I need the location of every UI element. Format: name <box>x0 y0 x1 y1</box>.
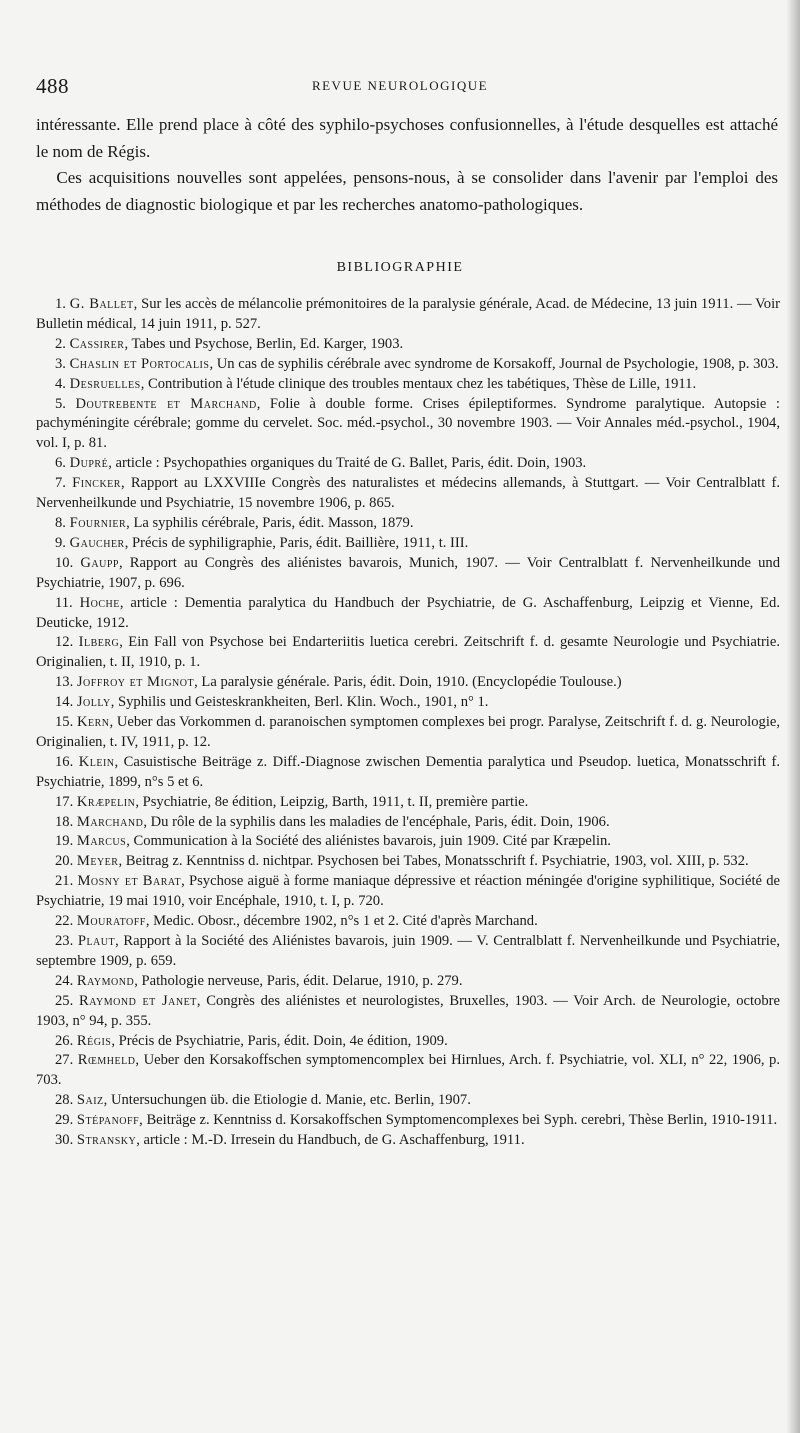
bibliography-entry <box>36 972 780 992</box>
bibliography-entry <box>36 554 780 594</box>
entry-text: , La paralysie générale. Paris, édit. Doin, 1910. (Encyclopédie Toulouse.) <box>194 674 622 691</box>
entry-text: , La syphilis cérébrale, Paris, édit. Masson, 1879. <box>126 514 414 531</box>
entry-author: G. Ballet <box>69 296 134 312</box>
entry-author: Jolly <box>76 694 111 711</box>
bibliography-entry <box>36 912 780 932</box>
entry-text: , Casuistische Beiträge z. Diff.-Diagnose zwischen Dementia paralytica und Pseudop. luetica, Monatsschrift f. Psychiatrie, 1899, n°s 5 et 6. <box>36 753 780 790</box>
entry-author: Raymond et Janet <box>78 992 197 1009</box>
entry-author: Mosny et Barat <box>77 873 182 890</box>
entry-author: Doutrebente et Marchand <box>75 395 257 412</box>
entry-author: Régis <box>76 1032 112 1049</box>
bibliography-entry <box>36 932 780 972</box>
bibliography-entry <box>36 753 780 793</box>
entry-number: 4. <box>54 375 66 392</box>
entry-text: , Un cas de syphilis cérébrale avec syndrome de Korsakoff, Journal de Psychologie, 1908, p. 303. <box>209 355 779 372</box>
entry-number: 21. <box>54 873 74 890</box>
bibliography-entry <box>36 594 780 634</box>
entry-number: 26. <box>54 1032 74 1049</box>
entry-number: 8. <box>54 514 66 531</box>
entry-author: Raymond <box>76 972 135 989</box>
entry-text: , Psychiatrie, 8e édition, Leipzig, Barth, 1911, t. II, première partie. <box>135 793 529 810</box>
entry-author: Joffroy et Mignot <box>76 674 195 691</box>
entry-number: 17. <box>54 793 74 810</box>
bibliography-entry <box>36 872 780 912</box>
bibliography-entry <box>36 832 780 852</box>
entry-text: , article : Dementia paralytica du Handbuch der Psychiatrie, de G. Aschaffenburg, Leipzig et Vienne, Ed. Deuticke, 1912. <box>36 594 780 631</box>
entry-text: , Beiträge z. Kenntniss d. Korsakoffschen Symptomencomplexes bei Syph. cerebri, Thèse Berlin, 1910-1911. <box>139 1112 778 1129</box>
entry-author: Chaslin et Portocalis <box>69 355 210 372</box>
entry-author: Ilberg <box>78 634 120 651</box>
entry-number: 18. <box>54 813 74 830</box>
bibliography-entry <box>36 335 780 355</box>
entry-author: Dupré <box>69 455 109 472</box>
entry-text: , Ein Fall von Psychose bei Endarteriitis luetica cerebri. Zeitschrift f. d. gesamte Neurologie und Psychiatrie. Originalien, t. II, 1910, p. 1. <box>36 634 780 671</box>
bibliography-entry <box>36 633 780 673</box>
entry-text: , Communication à la Société des aliénistes bavarois, juin 1909. Cité par Kræpelin. <box>126 833 611 850</box>
bibliography-title: BIBLIOGRAPHIE <box>336 260 464 275</box>
entry-text: , Ueber den Korsakoffschen symptomencomplex bei Hirnlues, Arch. f. Psychiatrie, vol. XLI, n° 22, 1906, p. 703. <box>36 1052 781 1089</box>
entry-number: 14. <box>54 694 74 711</box>
entry-text: , Rapport au LXXVIIIe Congrès des naturalistes et médecins allemands, à Stuttgart. — Voir Centralblatt f. Nervenheilkunde und Psychiatrie, 15 novembre 1906, p. 865. <box>36 475 780 512</box>
bibliography-entry <box>36 395 780 455</box>
entry-text: , article : M.-D. Irresein du Handbuch, de G. Aschaffenburg, 1911. <box>136 1132 525 1149</box>
bibliography-list <box>36 295 780 1151</box>
entry-number: 6. <box>54 455 66 472</box>
entry-author: Gaucher <box>69 534 125 551</box>
entry-text: , article : Psychopathies organiques du Traité de G. Ballet, Paris, édit. Doin, 1903. <box>108 455 587 472</box>
entry-number: 24. <box>54 972 74 989</box>
entry-author: Hoche <box>79 594 120 611</box>
entry-text: , Psychose aiguë à forme maniaque dépressive et réaction méningée d'origine syphilitique, Société de Psychiatrie, 19 mai 1910, voir Encéphale, 1910, t. I, p. 720. <box>36 873 780 910</box>
entry-number: 19. <box>54 833 74 850</box>
bibliography-entry <box>36 852 780 872</box>
entry-number: 29. <box>54 1112 74 1129</box>
intro-text <box>36 112 778 218</box>
entry-author: Fincker <box>72 475 121 492</box>
bibliography-entry <box>36 1131 780 1151</box>
entry-number: 13. <box>54 674 74 691</box>
bibliography-entry <box>36 673 780 693</box>
intro-paragraph: Ces acquisitions nouvelles sont appelées, pensons-nous, à se consolider dans l'avenir par l'emploi des méthodes de diagnostic biologique et par les recherches anatomo-pathologiques. <box>36 168 778 214</box>
scan-edge-shadow <box>786 0 800 1433</box>
entry-text: , Untersuchungen üb. die Etiologie d. Manie, etc. Berlin, 1907. <box>103 1092 471 1109</box>
entry-text: , Du rôle de la syphilis dans les maladies de l'encéphale, Paris, édit. Doin, 1906. <box>143 813 610 830</box>
entry-number: 27. <box>54 1052 74 1069</box>
entry-number: 2. <box>54 335 66 352</box>
entry-author: Stépanoff <box>76 1112 140 1129</box>
entry-text: , Tabes und Psychose, Berlin, Ed. Karger, 1903. <box>124 335 404 352</box>
entry-author: Mouratoff <box>76 913 146 930</box>
entry-number: 9. <box>54 534 66 551</box>
entry-author: Rœmheld <box>77 1052 136 1069</box>
entry-number: 20. <box>54 853 74 870</box>
entry-author: Kern <box>76 714 110 731</box>
entry-text: , Pathologie nerveuse, Paris, édit. Delarue, 1910, p. 279. <box>134 972 463 989</box>
entry-number: 15. <box>54 714 74 731</box>
entry-text: , Medic. Obosr., décembre 1902, n°s 1 et 2. Cité d'après Marchand. <box>145 913 538 930</box>
bibliography-entry <box>36 474 780 514</box>
entry-text: , Sur les accès de mélancolie prémonitoires de la paralysie générale, Acad. de Médecine, 13 juin 1911. — Voir Bulletin médical, 14 juin 1911, p. 527. <box>36 296 781 332</box>
entry-author: Stransky <box>76 1132 137 1149</box>
entry-number: 11. <box>54 594 73 611</box>
bibliography-entry <box>36 793 780 813</box>
page-number: 488 <box>36 74 69 98</box>
bibliography-entry <box>36 713 780 753</box>
entry-author: Cassirer <box>69 335 125 352</box>
entry-author: Saiz <box>76 1092 104 1109</box>
bibliography-entry <box>36 813 780 833</box>
entry-text: , Rapport au Congrès des aliénistes bavarois, Munich, 1907. — Voir Centralblatt f. Nervenheilkunde und Psychiatrie, 1907, p. 696. <box>36 554 781 591</box>
entry-author: Marcus <box>76 833 127 850</box>
entry-text: , Précis de Psychiatrie, Paris, édit. Doin, 4e édition, 1909. <box>111 1032 448 1049</box>
bibliography-entry <box>36 1111 780 1131</box>
entry-number: 30. <box>54 1132 74 1149</box>
entry-author: Kræpelin <box>76 793 136 810</box>
entry-number: 25. <box>54 992 74 1009</box>
entry-number: 3. <box>54 355 66 372</box>
entry-text: , Folie à double forme. Crises épileptiformes. Syndrome paralytique. Autopsie : pachyméningite cérébrale; gomme du cervelet. Soc. méd.-psychol., 30 novembre 1903. — Voir Annales méd.-psychol., 1904, vol. I, p. 81. <box>36 395 780 452</box>
bibliography-entry <box>36 375 780 395</box>
entry-author: Klein <box>78 753 115 770</box>
bibliography-entry <box>36 1032 780 1052</box>
entry-number: 5. <box>54 395 66 412</box>
bibliography-entry <box>36 514 780 534</box>
bibliography-entry <box>36 454 780 474</box>
entry-number: 10. <box>54 554 74 571</box>
entry-number: 12. <box>54 634 74 651</box>
intro-paragraph: intéressante. Elle prend place à côté des syphilo-psychoses confusionnelles, à l'étude desquelles est attaché le nom de Régis. <box>36 115 778 161</box>
entry-text: , Beitrag z. Kenntniss d. nichtpar. Psychosen bei Tabes, Monatsschrift f. Psychiatrie, 1903, vol. XIII, p. 532. <box>118 853 749 870</box>
entry-author: Fournier <box>69 514 127 531</box>
entry-number: 23. <box>54 933 74 949</box>
entry-number: 28. <box>54 1092 74 1109</box>
entry-text: , Précis de syphiligraphie, Paris, édit. Baillière, 1911, t. III. <box>124 534 469 551</box>
entry-number: 1. <box>54 296 66 312</box>
bibliography-entry <box>36 534 780 554</box>
bibliography-entry <box>36 355 780 375</box>
entry-number: 7. <box>54 475 66 492</box>
entry-author: Gaupp <box>80 554 119 571</box>
bibliography-entry <box>36 992 780 1032</box>
bibliography-entry <box>36 1091 780 1111</box>
entry-author: Plaut <box>77 933 116 949</box>
page-header <box>36 74 764 96</box>
running-title: REVUE NEUROLOGIQUE <box>311 78 489 93</box>
entry-number: 22. <box>54 913 74 930</box>
entry-author: Desruelles <box>69 375 141 392</box>
entry-text: , Rapport à la Société des Aliénistes bavarois, juin 1909. — V. Centralblatt f. Nervenheilkunde und Psychiatrie, septembre 1909, p. 659. <box>36 933 780 969</box>
bibliography-entry <box>36 693 780 713</box>
entry-text: , Syphilis und Geisteskrankheiten, Berl. Klin. Woch., 1901, n° 1. <box>110 694 489 711</box>
entry-author: Marchand <box>76 813 144 830</box>
entry-number: 16. <box>54 753 74 770</box>
entry-text: , Ueber das Vorkommen d. paranoischen symptomen complexes bei progr. Paralyse, Zeitschrift f. d. g. Neurologie, Originalien, t. IV, 1911, p. 12. <box>36 714 780 750</box>
bibliography-entry <box>36 295 780 335</box>
entry-text: , Contribution à l'étude clinique des troubles mentaux chez les tabétiques, Thèse de Lille, 1911. <box>140 375 697 392</box>
bibliography-entry <box>36 1051 780 1091</box>
entry-author: Meyer <box>76 853 119 870</box>
entry-text: , Congrès des aliénistes et neurologistes, Bruxelles, 1903. — Voir Arch. de Neurologie, octobre 1903, n° 94, p. 355. <box>36 992 780 1029</box>
